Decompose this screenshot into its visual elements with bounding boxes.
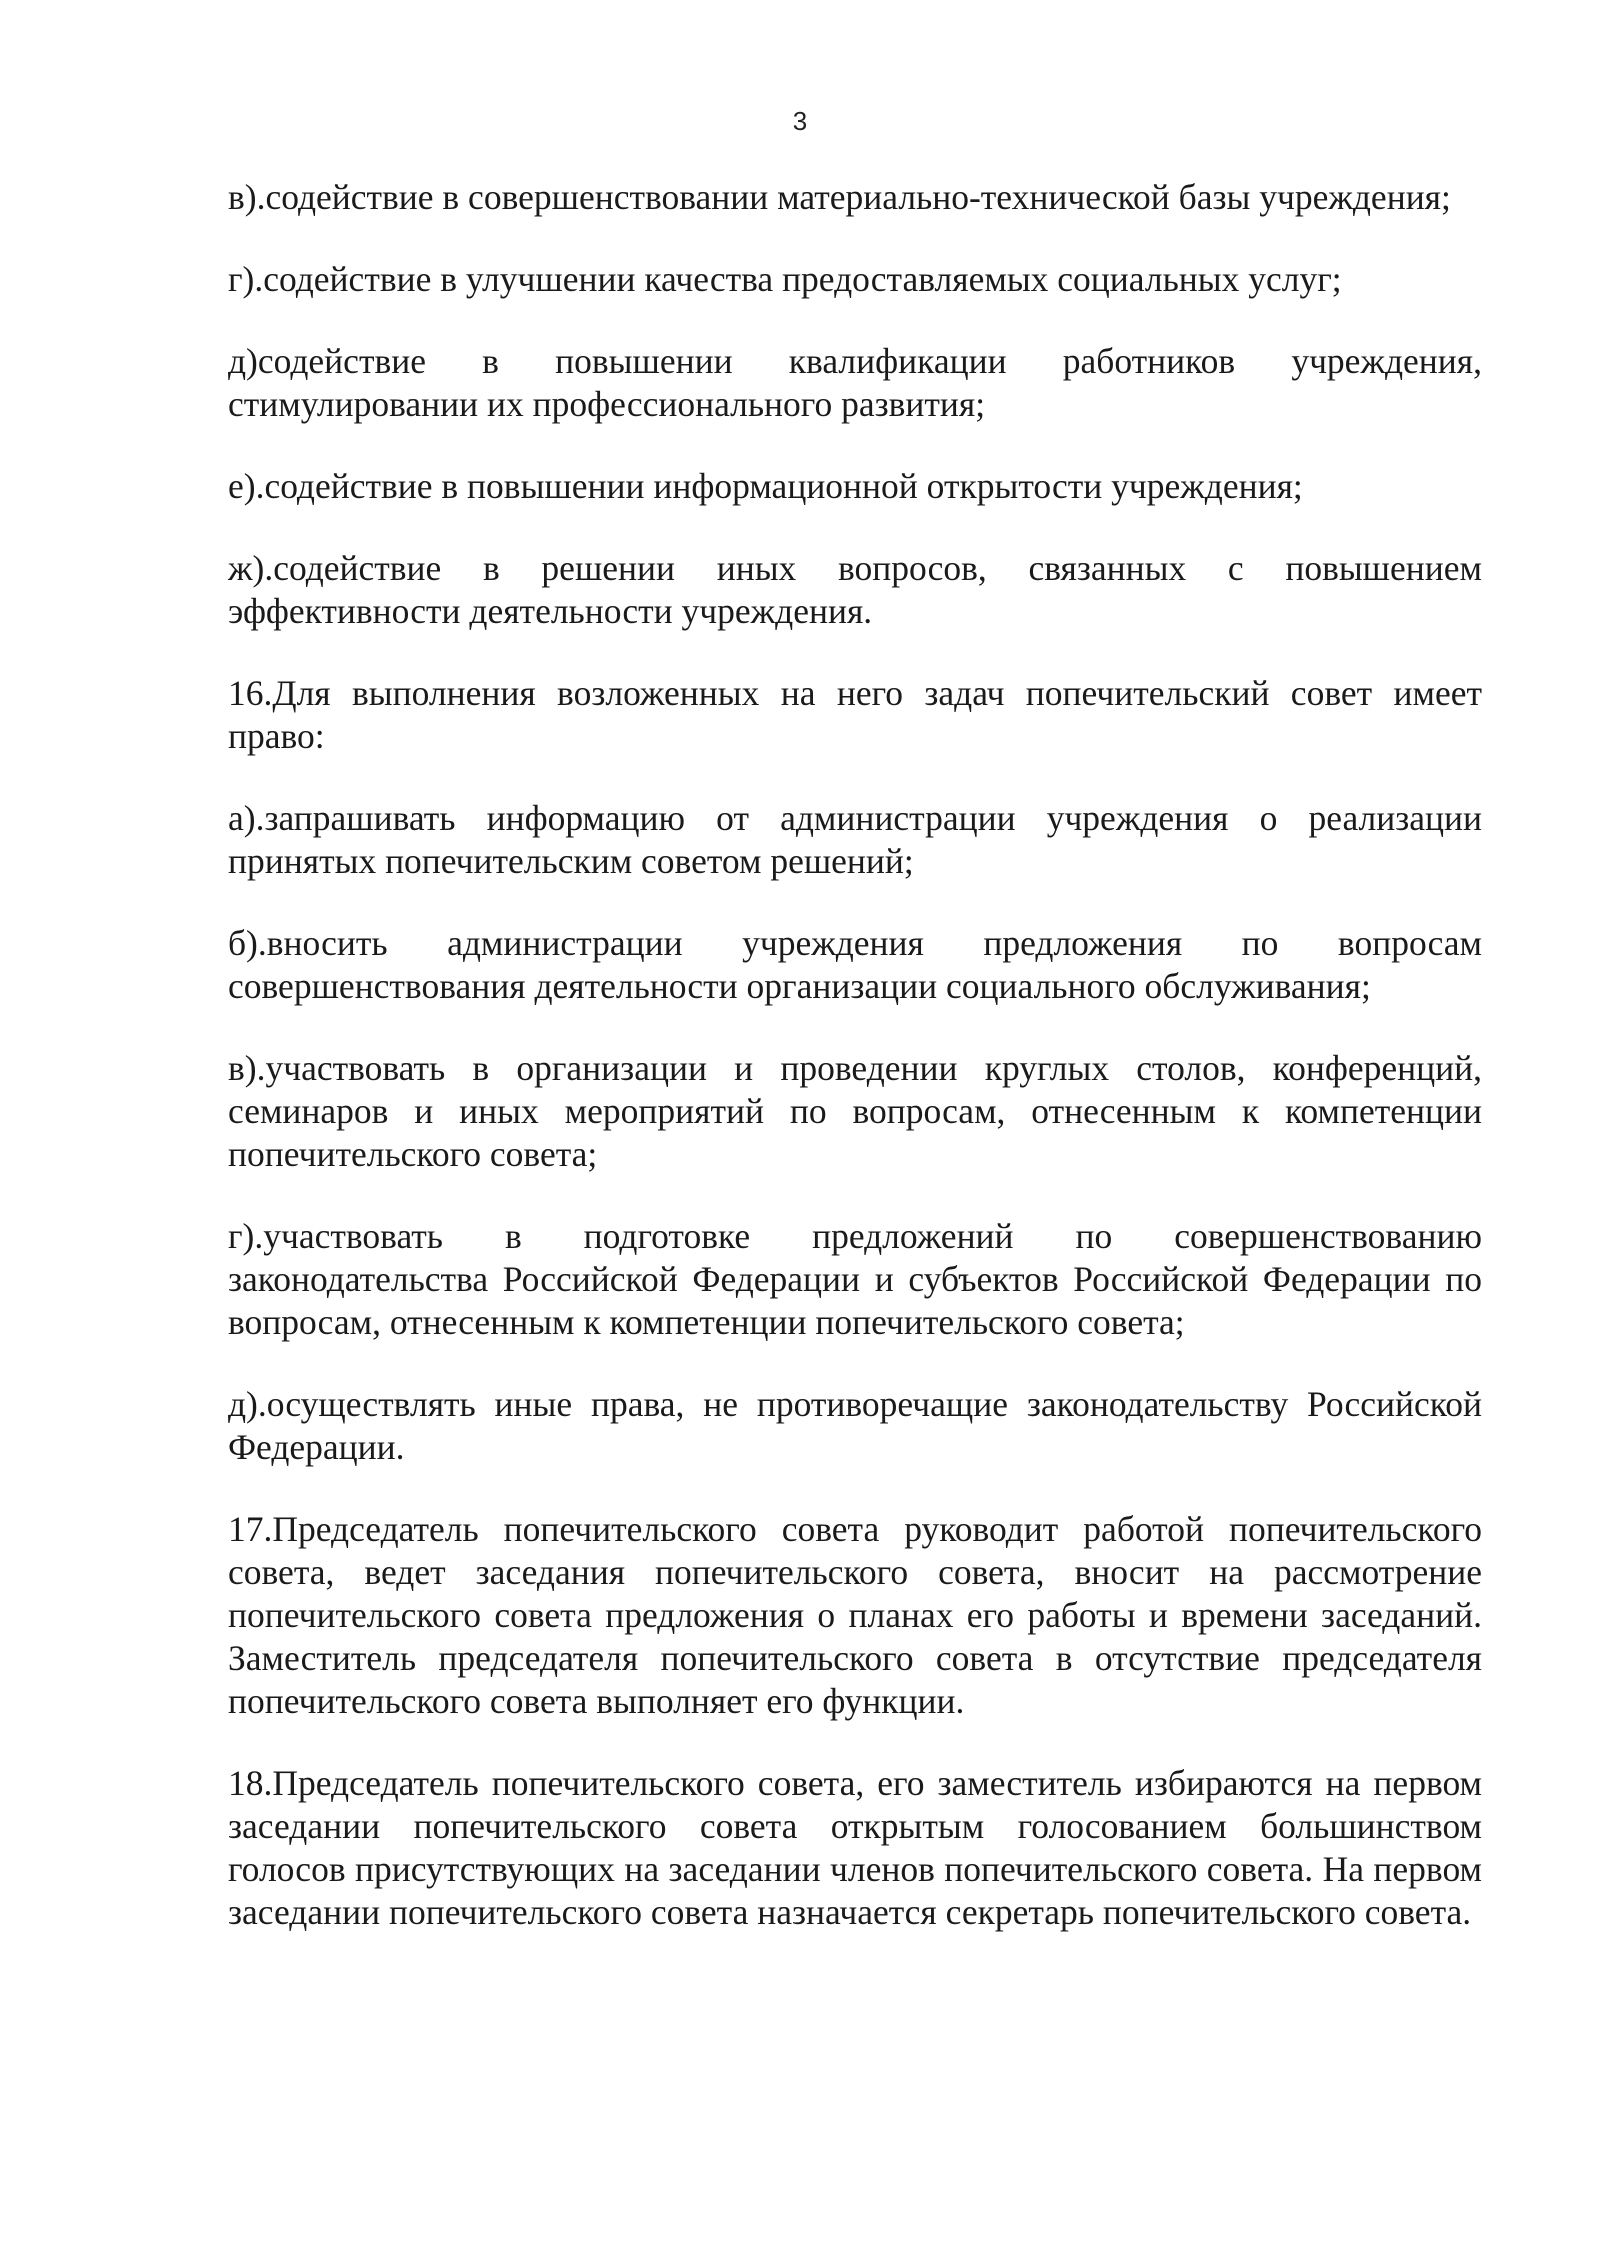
paragraph-clause-18: 18.Председатель попечительского совета, его заместитель избираются на первом заседании попечительского совета открытым голосованием большинством голосов присутствующих на заседании членов попечительского совета. На первом заседании попечительского совета назначается секретарь попечительского совета. (228, 1763, 1482, 1932)
paragraph-right-b-submit-proposals: б).вносить администрации учреждения предложения по вопросам совершенствования деятельности организации социального обслуживания; (228, 923, 1482, 1006)
paragraph-right-g-legislation-proposals: г).участвовать в подготовке предложений по совершенствованию законодательства Российской Федерации и субъектов Российской Федерации по вопросам, отнесенным к компетенции попечительского совета; (228, 1216, 1482, 1342)
paragraph-item-v-facilities: в).содействие в совершенствовании материально-технической базы учреждения; (228, 177, 1451, 217)
page-number: 3 (792, 106, 808, 136)
paragraph-right-d-other-rights: д).осуществлять иные права, не противоречащие законодательству Российской Федерации. (228, 1384, 1482, 1467)
paragraph-item-e-information-openness: е).содействие в повышении информационной открытости учреждения; (228, 466, 1303, 506)
paragraph-item-g-service-quality: г).содействие в улучшении качества предоставляемых социальных услуг; (228, 259, 1342, 299)
paragraph-item-d-staff-qualification: д)содействие в повышении квалификации работников учреждения, стимулировании их профессионального развития; (228, 341, 1482, 424)
paragraph-right-v-participate-events: в).участвовать в организации и проведении круглых столов, конференций, семинаров и иных мероприятий по вопросам, отнесенным к компетенции попечительского совета; (228, 1048, 1482, 1174)
paragraph-clause-16: 16.Для выполнения возложенных на него задач попечительский совет имеет право: (228, 673, 1482, 756)
document-body (228, 176, 1482, 1973)
paragraph-clause-17: 17.Председатель попечительского совета руководит работой попечительского совета, ведет заседания попечительского совета, вносит на рассмотрение попечительского совета предложения о планах его работы и времени заседаний. Заместитель председателя попечительского совета в отсутствие председателя попечительского совета выполняет его функции. (228, 1509, 1482, 1721)
paragraph-item-zh-other-issues: ж).содействие в решении иных вопросов, связанных с повышением эффективности деятельности учреждения. (228, 548, 1482, 631)
paragraph-right-a-request-information: а).запрашивать информацию от администрации учреждения о реализации принятых попечительским советом решений; (228, 798, 1482, 881)
